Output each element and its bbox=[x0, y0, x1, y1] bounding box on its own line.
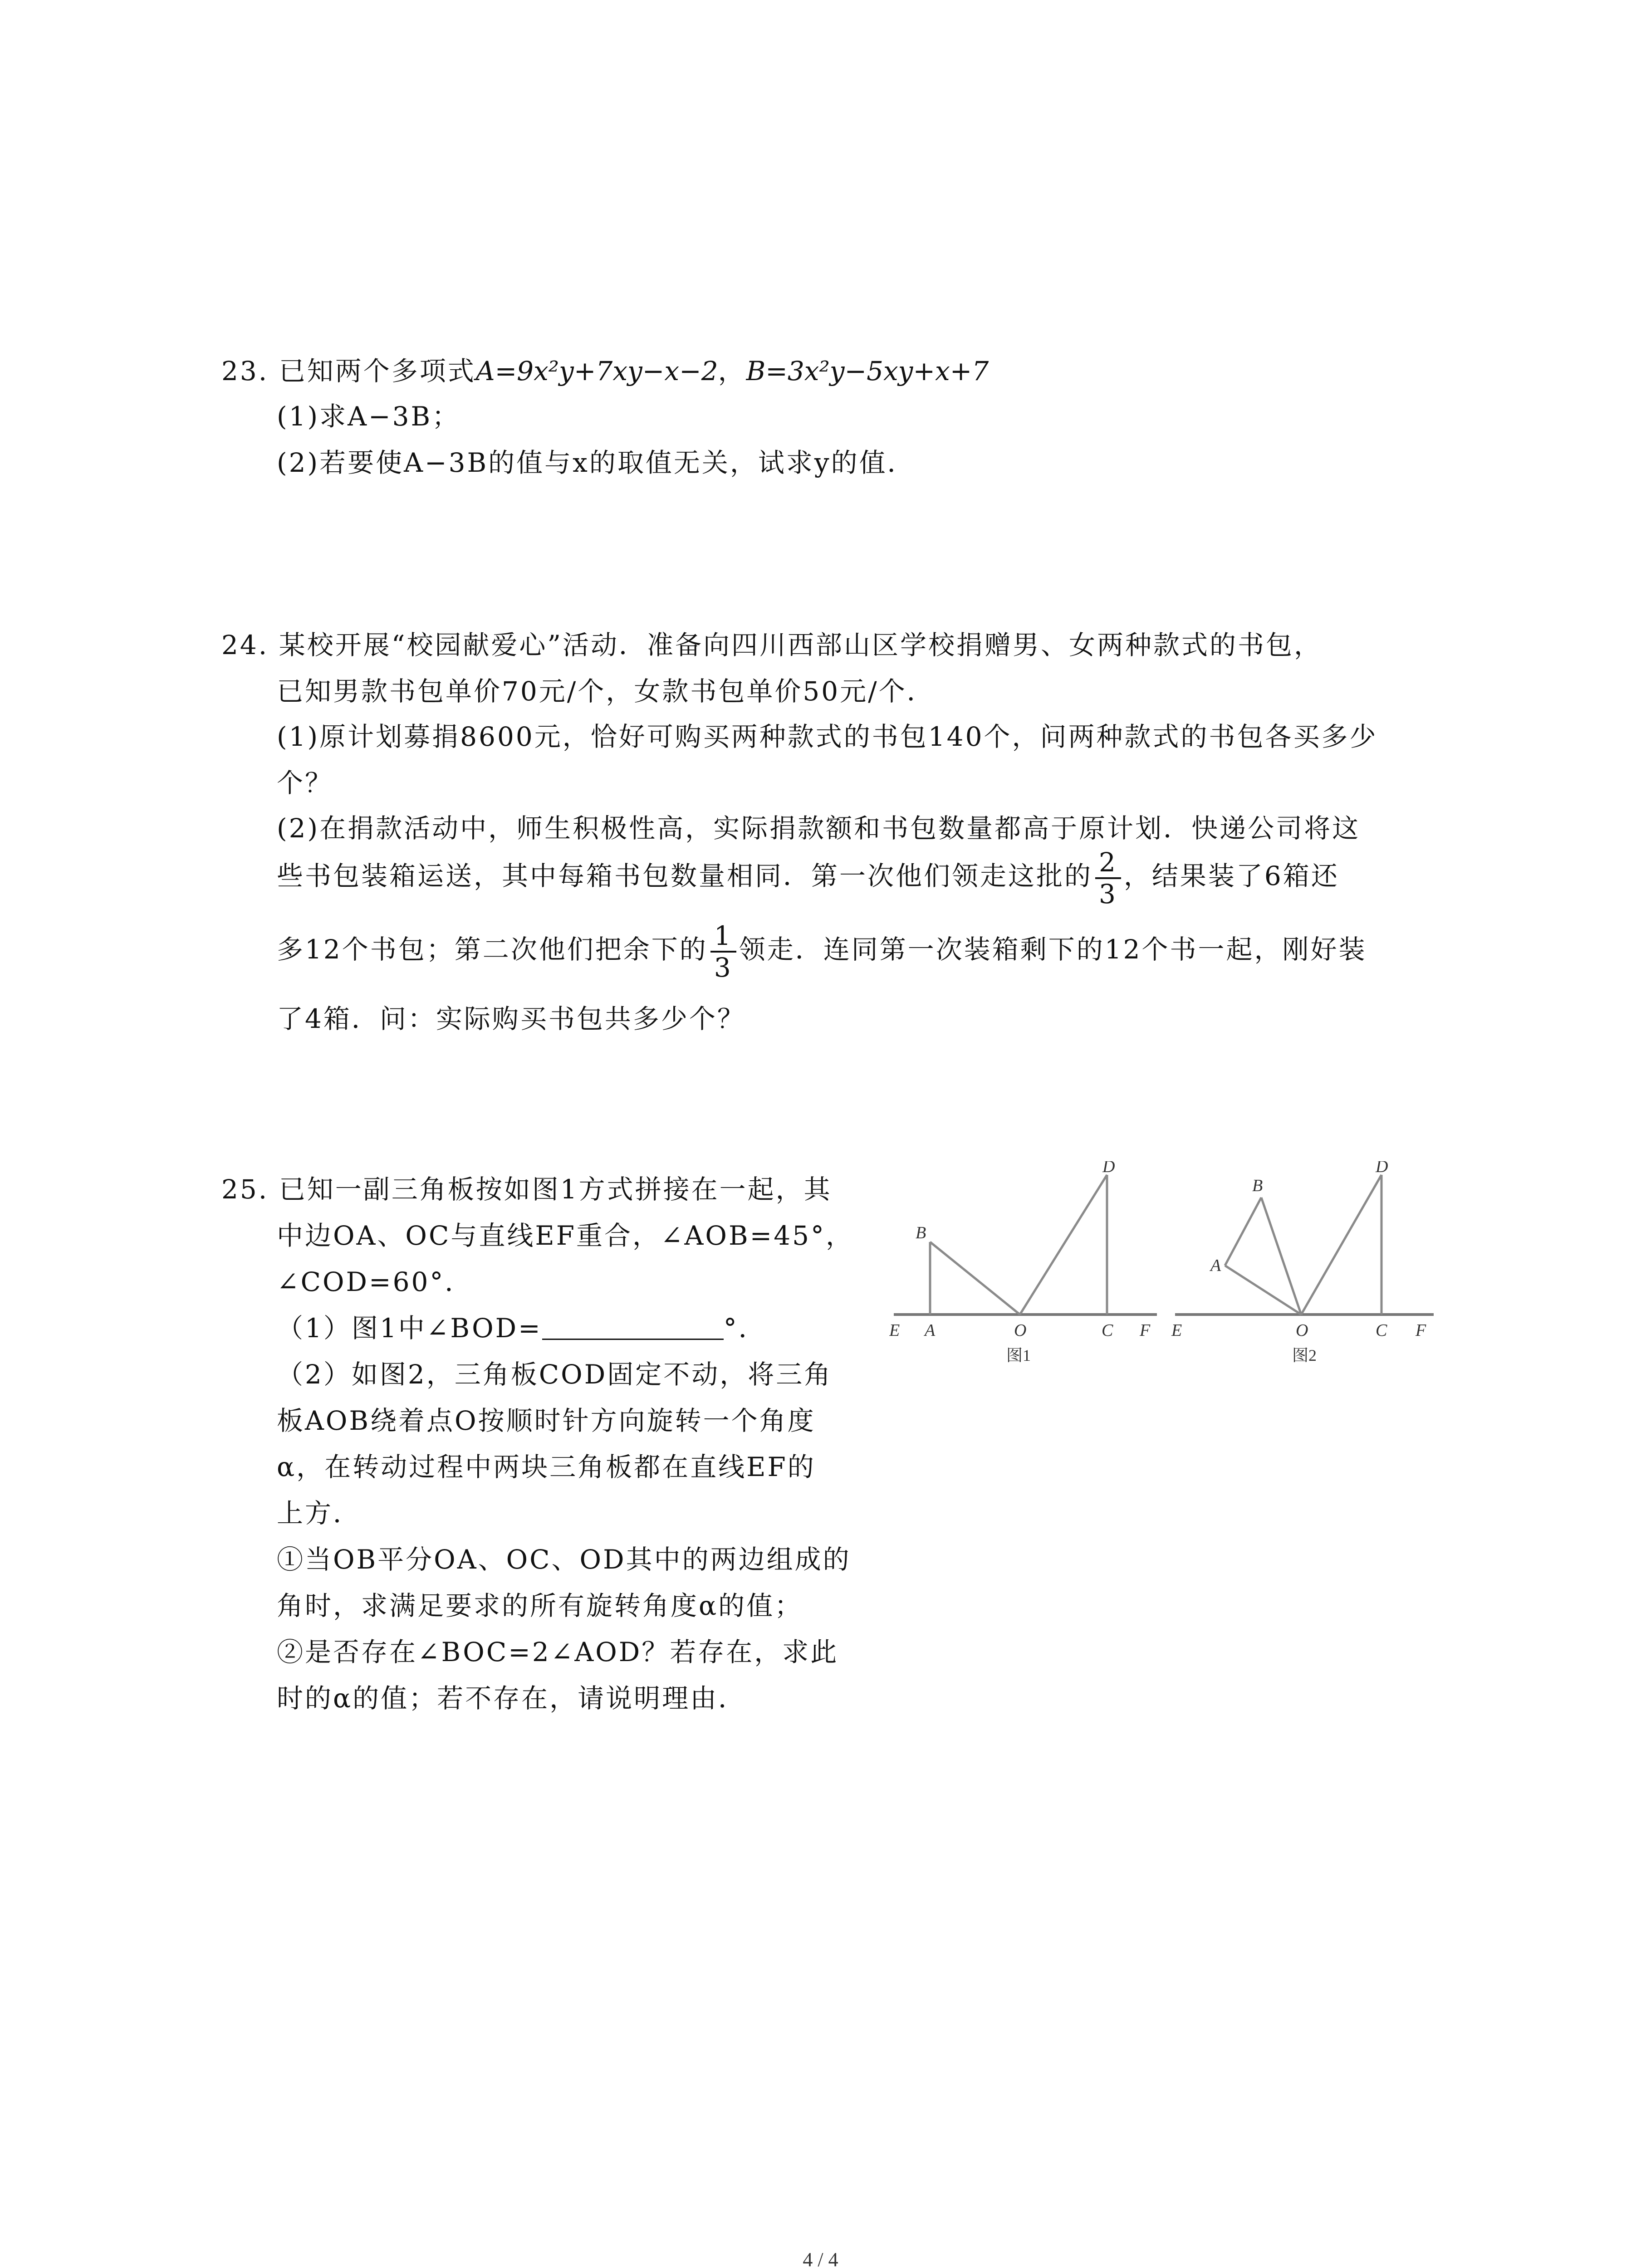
answer-blank[interactable] bbox=[542, 1312, 724, 1340]
q24-line3: (1)原计划募捐8600元，恰好可购买两种款式的书包140个，问两种款式的书包各买多少 bbox=[277, 721, 1378, 752]
label-c: C bbox=[1376, 1321, 1387, 1340]
label-b: B bbox=[1252, 1176, 1263, 1195]
q24-line7-b: 领走．连同第一次装箱剩下的12个书一起，刚好装 bbox=[739, 934, 1367, 965]
q24-line7 bbox=[277, 921, 1367, 982]
label-f: F bbox=[1140, 1321, 1151, 1340]
figure-1-caption: 图1 bbox=[1006, 1346, 1031, 1364]
q25-line2: 中边OA、OC与直线EF重合，∠AOB=45°， bbox=[277, 1220, 854, 1251]
degree-mark: °． bbox=[723, 1313, 767, 1344]
q23-stem bbox=[221, 353, 989, 389]
figure-2-caption: 图2 bbox=[1292, 1346, 1317, 1364]
q24-line4: 个？ bbox=[277, 767, 333, 798]
q23-polynomial-b: B=3x²y−5xy+x+7 bbox=[746, 356, 989, 386]
q24-line5: (2)在捐款活动中，师生积极性高，实际捐款额和书包数量都高于原计划．快递公司将这 bbox=[277, 813, 1361, 844]
page-number: 4 / 4 bbox=[803, 2248, 838, 2268]
q23-stem-sep: ， bbox=[718, 356, 746, 386]
edge-od bbox=[1020, 1175, 1107, 1315]
fraction-two-thirds bbox=[1095, 847, 1121, 909]
q25-number: 25. bbox=[221, 1174, 269, 1205]
fraction-denominator: 3 bbox=[714, 952, 733, 983]
edge-oa bbox=[1225, 1266, 1301, 1315]
q23-part1: (1)求A−3B； bbox=[277, 401, 460, 432]
q25-part1-text: （1）图1中∠BOD= bbox=[277, 1313, 542, 1344]
q24-line1 bbox=[221, 627, 1322, 663]
q24-number: 24. bbox=[221, 630, 269, 660]
q25-line3: ∠COD=60°． bbox=[277, 1266, 473, 1297]
label-c: C bbox=[1102, 1321, 1113, 1340]
label-a: A bbox=[925, 1321, 936, 1340]
label-d: D bbox=[1102, 1161, 1115, 1176]
q23-number: 23. bbox=[221, 356, 269, 386]
q25-line5: （2）如图2，三角板COD固定不动，将三角 bbox=[277, 1359, 833, 1390]
q24-line7-a: 多12个书包；第二次他们把余下的 bbox=[277, 934, 708, 965]
q23-part2: (2)若要使A−3B的值与x的取值无关，试求y的值． bbox=[277, 447, 916, 478]
q25-line8: 上方． bbox=[277, 1498, 362, 1529]
label-d: D bbox=[1376, 1161, 1388, 1176]
q23-stem-prefix: 已知两个多项式 bbox=[279, 356, 476, 386]
edge-bo bbox=[1261, 1198, 1301, 1315]
label-e: E bbox=[1171, 1321, 1182, 1340]
label-b: B bbox=[916, 1223, 926, 1242]
q23-polynomial-a: A=9x²y+7xy−x−2 bbox=[475, 356, 718, 386]
label-e: E bbox=[889, 1321, 900, 1340]
q24-line6-b: ，结果装了6箱还 bbox=[1123, 860, 1339, 892]
label-f: F bbox=[1416, 1321, 1426, 1340]
q25-line10: 角时，求满足要求的所有旋转角度α的值； bbox=[277, 1590, 803, 1621]
q25-part1 bbox=[277, 1310, 767, 1346]
label-o: O bbox=[1014, 1321, 1027, 1340]
q24-line1-text: 某校开展“校园献爱心”活动．准备向四川西部山区学校捐赠男、女两种款式的书包， bbox=[279, 630, 1322, 660]
figure-1 bbox=[889, 1161, 1157, 1364]
q25-line7: α，在转动过程中两块三角板都在直线EF的 bbox=[277, 1452, 816, 1482]
edge-od bbox=[1301, 1175, 1381, 1315]
edge-bo bbox=[930, 1242, 1020, 1315]
triangle-figures bbox=[889, 1161, 1452, 1379]
q24-line2: 已知男款书包单价70元/个，女款书包单价50元/个． bbox=[277, 676, 935, 707]
edge-ab bbox=[1225, 1198, 1261, 1266]
label-a: A bbox=[1210, 1256, 1221, 1275]
q25-line1-text: 已知一副三角板按如图1方式拼接在一起，其 bbox=[279, 1174, 832, 1205]
fraction-denominator: 3 bbox=[1099, 879, 1117, 909]
fraction-numerator: 1 bbox=[710, 921, 736, 953]
fraction-numerator: 2 bbox=[1095, 847, 1121, 879]
q25-line6: 板AOB绕着点O按顺时针方向旋转一个角度 bbox=[277, 1405, 816, 1436]
q25-line9: ①当OB平分OA、OC、OD其中的两边组成的 bbox=[277, 1544, 851, 1575]
figure-2 bbox=[1171, 1161, 1434, 1364]
label-o: O bbox=[1296, 1321, 1308, 1340]
q25-line1 bbox=[221, 1171, 832, 1207]
q24-line6-a: 些书包装箱运送，其中每箱书包数量相同．第一次他们领走这批的 bbox=[277, 860, 1093, 892]
fraction-one-third bbox=[710, 921, 736, 982]
q24-line6 bbox=[277, 847, 1339, 909]
q25-line11: ②是否存在∠BOC=2∠AOD？若存在，求此 bbox=[277, 1637, 839, 1667]
q25-line12: 时的α的值；若不存在，请说明理由． bbox=[277, 1683, 747, 1714]
q24-line8: 了4箱．问：实际购买书包共多少个？ bbox=[277, 1003, 745, 1034]
